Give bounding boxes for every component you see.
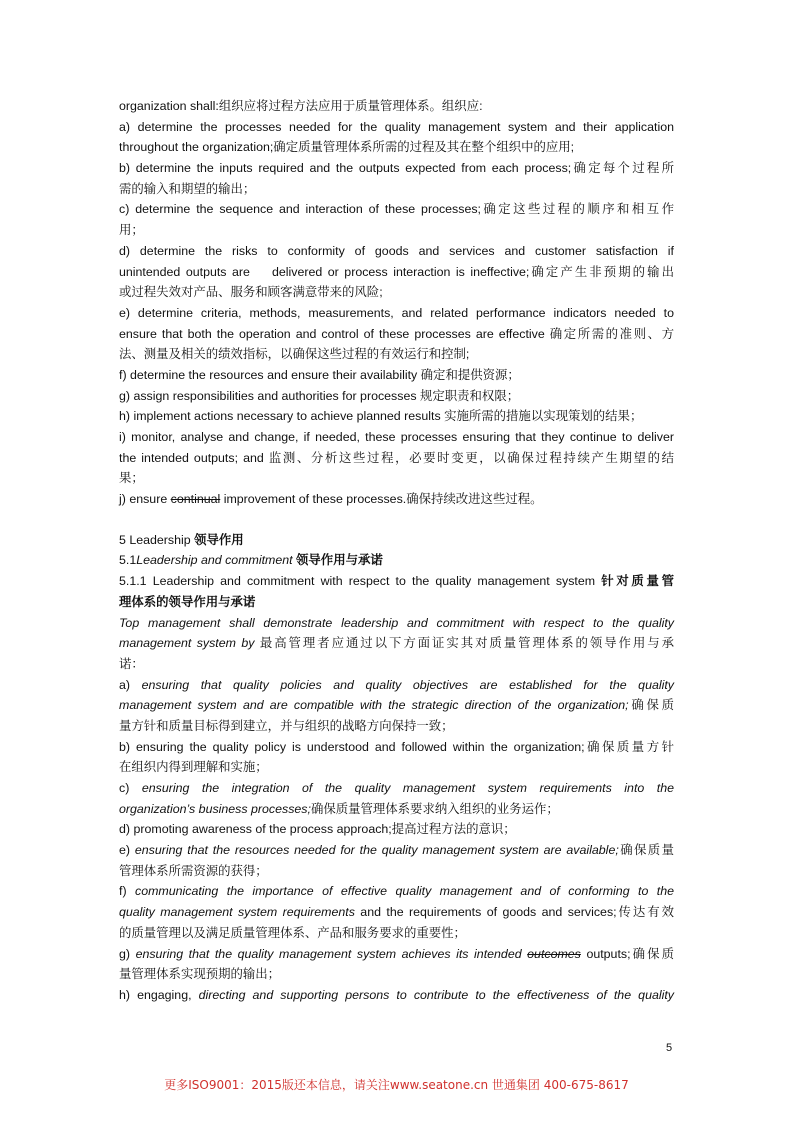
text-line: g) ensuring that the quality management system achieves its intended outcomes outputs;确保质: [119, 946, 675, 961]
text-line: h) engaging, directing and supporting persons to contribute to the effectiveness of the quality: [119, 987, 674, 1002]
text-line: 在组织内得到理解和实施；: [119, 760, 268, 775]
text-line: 量方针和质量目标得到建立，并与组织的战略方向保持一致；: [119, 718, 454, 733]
text-line: a) ensuring that quality policies and quality objectives are established for the quality: [119, 677, 674, 692]
text-line: [119, 489, 674, 510]
text-line: 诺：: [119, 656, 144, 671]
text-line: organization’s business processes;确保质量管理体系要求纳入组织的业务运作；: [119, 801, 559, 816]
clause-heading: 理体系的领导作用与承诺: [119, 594, 256, 609]
text-run: improvement of these processes.确保持续改进这些过程。: [220, 492, 543, 507]
document-body: [119, 96, 674, 1006]
text-line: 果；: [119, 471, 144, 486]
text-line: c) ensuring the integration of the quality management system requirements into the: [119, 781, 675, 795]
text-line: quality management system requirements and the requirements of goods and services;传达有效: [119, 905, 674, 920]
text-line: the intended outputs; and 监测、分析这些过程，必要时变更，以确保过程持续产生期望的结: [119, 450, 674, 465]
text-line: c) determine the sequence and interaction of these processes;确定这些过程的顺序和相互作: [119, 202, 674, 217]
text-line: h) implement actions necessary to achieve planned results 实施所需的措施以实现策划的结果；: [119, 409, 643, 424]
text-line: management system and are compatible with the strategic direction of the organization;确保质: [119, 698, 674, 713]
text-line: e) ensuring that the resources needed for the quality management system are available;确保质量: [119, 843, 674, 858]
text-line: 或过程失效对产品、服务和顾客满意带来的风险;: [119, 285, 383, 300]
strikethrough-text: outcomes: [527, 946, 581, 961]
text-line: g) assign responsibilities and authorities for processes 规定职责和权限；: [119, 388, 520, 403]
text-line: organization shall:组织应将过程方法应用于质量管理体系。组织应:: [119, 99, 483, 113]
text-line: ensure that both the operation and control of these processes are effective 确定所需的准则、方: [119, 326, 674, 341]
text-line: Top management shall demonstrate leadership and commitment with respect to the quality: [119, 615, 674, 630]
text-line: 管理体系所需资源的获得；: [119, 863, 268, 878]
text-line: i) monitor, analyse and change, if needed, these processes ensuring that they continue to deliver: [119, 430, 674, 444]
text-line: d) determine the risks to conformity of goods and services and customer satisfaction if: [119, 243, 674, 258]
footer-banner: 更多ISO9001：2015版还本信息，请关注www.seatone.cn 世通集团 400-675-8617: [164, 1078, 629, 1092]
text-line: 法、测量及相关的绩效指标，以确保这些过程的有效运行和控制;: [119, 347, 470, 362]
page-number: 5: [666, 1042, 673, 1054]
text-line: f) determine the resources and ensure their availability 确定和提供资源；: [119, 367, 520, 382]
strikethrough-text: continual: [170, 492, 221, 507]
text-line: management system by 最高管理者应通过以下方面证实其对质量管理体系的领导作用与承: [119, 636, 674, 651]
text-line: b) ensuring the quality policy is understood and followed within the organization;确保质量方针: [119, 739, 674, 754]
text-line: throughout the organization;确定质量管理体系所需的过程及其在整个组织中的应用;: [119, 140, 575, 155]
text-run: j) ensure: [119, 492, 171, 507]
text-line: 量管理体系实现预期的输出；: [119, 967, 281, 982]
subsection-heading: 5.1Leadership and commitment 领导作用与承诺: [119, 553, 383, 568]
text-line: f) communicating the importance of effective quality management and of conforming to the: [119, 884, 674, 899]
text-line: d) promoting awareness of the process approach;提高过程方法的意识；: [119, 822, 516, 837]
section-heading: 5 Leadership 领导作用: [119, 532, 244, 547]
text-line: unintended outputs are delivered or process interaction is ineffective;确定产生非预期的输出: [119, 264, 674, 279]
text-line: e) determine criteria, methods, measurements, and related performance indicators needed to: [119, 305, 674, 320]
text-line: 用；: [119, 223, 144, 238]
clause-heading: 5.1.1 Leadership and commitment with respect to the quality management system 针对质量管: [119, 574, 674, 589]
text-line: b) determine the inputs required and the outputs expected from each process;确定每个过程所: [119, 161, 674, 176]
text-line: 的质量管理以及满足质量管理体系、产品和服务要求的重要性；: [119, 925, 466, 940]
text-line: 需的输入和期望的输出；: [119, 181, 256, 196]
text-line: a) determine the processes needed for the quality management system and their application: [119, 119, 674, 134]
